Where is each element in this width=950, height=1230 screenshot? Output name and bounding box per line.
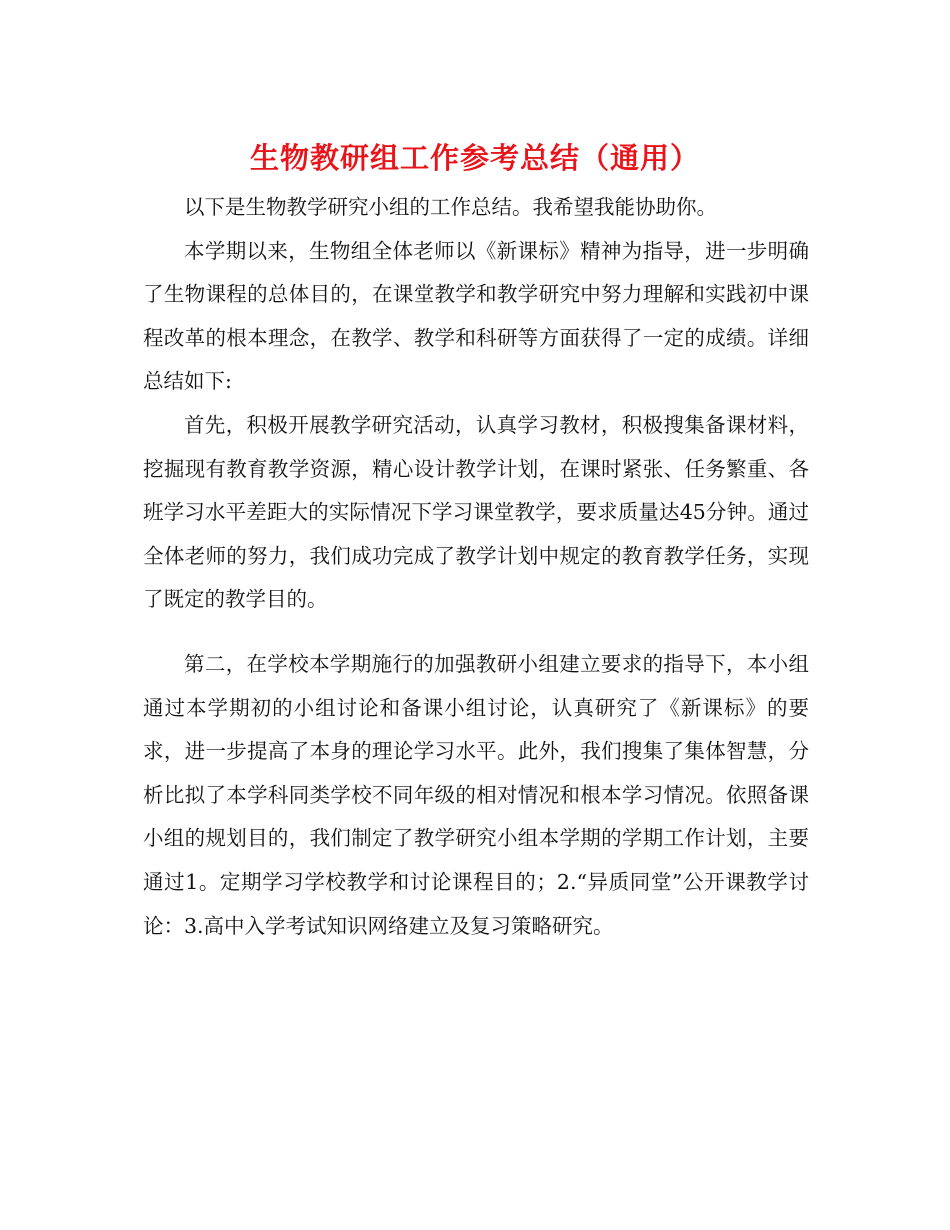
paragraph-overview: 本学期以来，生物组全体老师以《新课标》精神为指导，进一步明确了生物课程的总体目的，在课堂教学和教学研究中努力理解和实践初中课程改革的根本理念，在教学、教学和科研等方面获得了一定的成绩。详细总结如下: xyxy=(143,238,809,394)
paragraph-second-point: 第二，在学校本学期施行的加强教研小组建立要求的指导下，本小组通过本学期初的小组讨论和备课小组讨论，认真研究了《新课标》的要求，进一步提高了本身的理论学习水平。此外，我们搜集了集体智慧，分析比拟了本学科同类学校不同年级的相对情况和根本学习情况。依照备课小组的规划目的，我们制定了教学研究小组本学期的学期工作计划，主要通过1。定期学习学校教学和讨论课程目的；2.“异质同堂”公开课教学讨论：3.高中入学考试知识网络建立及复习策略研究。 xyxy=(143,651,809,938)
paragraph-intro: 以下是生物教学研究小组的工作总结。我希望我能协助你。 xyxy=(184,195,717,219)
document-title: 生物教研组工作参考总结（通用） xyxy=(249,141,700,175)
document-body xyxy=(143,186,809,948)
paragraph-first-point: 首先，积极开展教学研究活动，认真学习教材，积极搜集备课材料，挖掘现有教育教学资源，精心设计教学计划，在课时紧张、任务繁重、各班学习水平差距大的实际情况下学习课堂教学，要求质量达45分钟。通过全体老师的努力，我们成功完成了教学计划中规定的教育教学任务，实现了既定的教学目的。 xyxy=(143,412,809,612)
